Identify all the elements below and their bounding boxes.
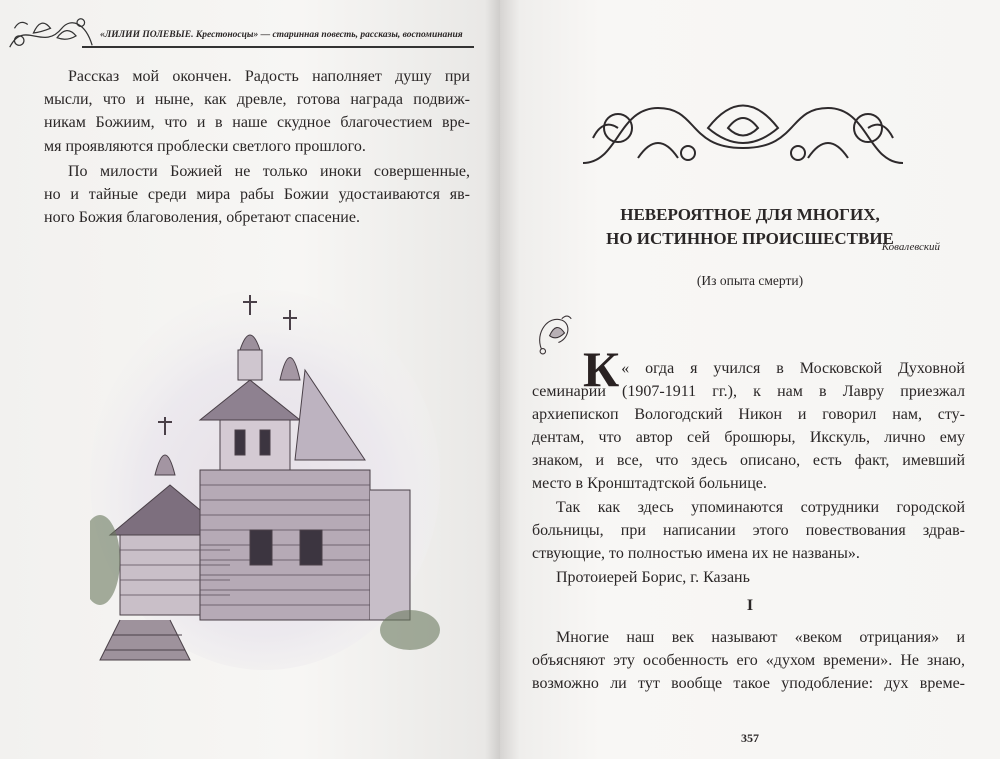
text-line: ного Божия благоволения, обретают спасение. <box>44 209 360 226</box>
text-line: возможно ли тут вообще такое уподобление: дух време- <box>532 675 965 692</box>
text-line: больницы, при написании этого повествования здрав- <box>532 522 965 539</box>
signature: Ковалевский <box>881 241 940 253</box>
floral-corner-ornament-icon <box>5 8 95 58</box>
text-line: объясняют эту особенность его «духом времени». Не знаю, <box>532 652 965 669</box>
text-line: место в Кронштадтской больнице. <box>532 475 767 492</box>
floral-headpiece-ornament-icon <box>578 88 908 173</box>
drop-cap-letter: К <box>583 341 620 397</box>
chapter-title-line: НЕВЕРОЯТНОЕ ДЛЯ МНОГИХ, <box>620 205 880 224</box>
text-line: но и тайные среди мира рабы Божии удостаиваются яв- <box>44 186 470 203</box>
text-line: мысли, что и ныне, как древле, готова награда подвиж- <box>44 91 470 108</box>
text-line: знаком, и все, что здесь описано, есть факт, имевший <box>532 452 965 469</box>
ornamental-initial-icon <box>532 312 578 356</box>
church-illustration <box>90 290 440 670</box>
text-line: Рассказ мой окончен. Радость наполняет душу при <box>68 68 470 85</box>
page-number: 357 <box>741 731 759 745</box>
attribution-line: Протоиерей Борис, г. Казань <box>556 569 750 586</box>
text-line: мя проявляются проблески светлого прошлого. <box>44 138 366 155</box>
text-line: архиепископ Вологодский Никон и говорил нам, сту- <box>532 406 965 423</box>
text-line: дентам, что автор сей брошюры, Икскуль, лично ему <box>532 429 965 446</box>
text-line: « огда я учился в Московской Духовной <box>621 360 965 377</box>
chapter-subtitle: (Из опыта смерти) <box>696 273 804 288</box>
text-line: По милости Божией не только иноки совершенные, <box>68 163 470 180</box>
text-line: Многие наш век называют «веком отрицания» и <box>556 629 965 646</box>
text-line: ствующие, то полностью имена их не названы». <box>532 545 860 562</box>
text-line: семинарии (1907-1911 гг.), к нам в Лавру приезжал <box>532 383 965 400</box>
section-number: I <box>746 597 754 614</box>
text-line: никам Божиим, что и в наше скудное благочестием вре- <box>44 114 470 131</box>
text-line: Так как здесь упоминаются сотрудники городской <box>556 499 965 516</box>
header-rule <box>82 46 474 48</box>
chapter-title-line: НО ИСТИННОЕ ПРОИСШЕСТВИЕ <box>606 229 894 248</box>
running-header: «ЛИЛИИ ПОЛЕВЫЕ. Крестоносцы» — старинная повесть, рассказы, воспоминания <box>100 30 463 40</box>
